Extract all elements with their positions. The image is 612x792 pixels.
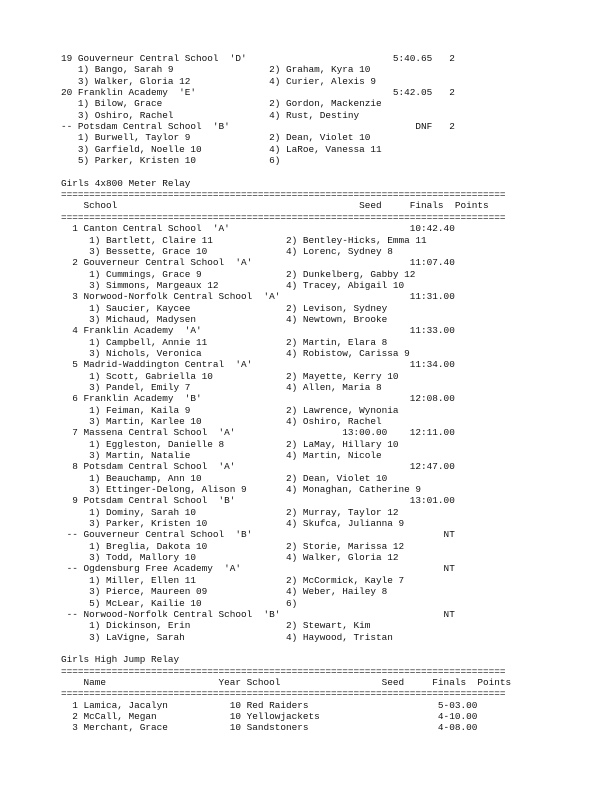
text-line: 1) Scott, Gabriella 10 2) Mayette, Kerry 10 bbox=[61, 370, 399, 382]
text-line: 3) Michaud, Madysen 4) Newtown, Brooke bbox=[61, 313, 388, 325]
text-line: Girls High Jump Relay bbox=[61, 654, 180, 666]
text-line: 4 Franklin Academy 'A' 11:33.00 bbox=[61, 325, 455, 337]
text-line: 1) Miller, Ellen 11 2) McCormick, Kayle 7 bbox=[61, 574, 405, 586]
results-text bbox=[61, 53, 546, 734]
text-line bbox=[61, 166, 546, 177]
text-line: 1) Saucier, Kaycee 2) Levison, Sydney bbox=[61, 302, 388, 314]
text-line: 3) Oshiro, Rachel 4) Rust, Destiny bbox=[61, 109, 360, 121]
text-line: 1) Feiman, Kaila 9 2) Lawrence, Wynonia bbox=[61, 404, 399, 416]
text-line: =============================================================================== bbox=[61, 189, 506, 201]
text-line: 1) Dickinson, Erin 2) Stewart, Kim bbox=[61, 620, 371, 632]
text-line: 5) McLear, Kailie 10 6) bbox=[61, 597, 298, 609]
text-line: =============================================================================== bbox=[61, 688, 506, 700]
text-line: -- Gouverneur Central School 'B' NT bbox=[61, 529, 455, 541]
text-line: -- Ogdensburg Free Academy 'A' NT bbox=[61, 563, 455, 575]
text-line: 5 Madrid-Waddington Central 'A' 11:34.00 bbox=[61, 359, 455, 371]
text-line: 5) Parker, Kristen 10 6) bbox=[61, 155, 281, 167]
text-line: 1) Bilow, Grace 2) Gordon, Mackenzie bbox=[61, 98, 382, 110]
text-line: 1) Breglia, Dakota 10 2) Storie, Marissa 12 bbox=[61, 540, 405, 552]
text-line bbox=[61, 643, 546, 654]
text-line: 3) Martin, Natalie 4) Martin, Nicole bbox=[61, 450, 382, 462]
text-line: 3) Pierce, Maureen 09 4) Weber, Hailey 8 bbox=[61, 586, 388, 598]
text-line: 3) Martin, Karlee 10 4) Oshiro, Rachel bbox=[61, 416, 382, 427]
text-line: 1) Beauchamp, Ann 10 2) Dean, Violet 10 bbox=[61, 472, 388, 484]
text-line: 2 Gouverneur Central School 'A' 11:07.40 bbox=[61, 257, 455, 269]
text-line: 3) Garfield, Noelle 10 4) LaRoe, Vanessa 11 bbox=[61, 143, 382, 155]
text-line: 19 Gouverneur Central School 'D' 5:40.65 2 bbox=[61, 53, 455, 64]
text-line: 1) Campbell, Annie 11 2) Martin, Elara 8 bbox=[61, 336, 388, 348]
text-line: 1) Bango, Sarah 9 2) Graham, Kyra 10 bbox=[61, 64, 371, 76]
text-line: 1) Eggleston, Danielle 8 2) LaMay, Hillary 10 bbox=[61, 438, 399, 450]
text-line: 3) Ettinger-Delong, Alison 9 4) Monaghan, Catherine 9 bbox=[61, 484, 422, 496]
text-line: 3 Merchant, Grace 10 Sandstoners 4-08.00 bbox=[61, 722, 478, 734]
text-line: -- Potsdam Central School 'B' DNF 2 bbox=[61, 121, 455, 133]
text-line: 1 Lamica, Jacalyn 10 Red Raiders 5-03.00 bbox=[61, 699, 478, 711]
text-line: 3) Simmons, Margeaux 12 4) Tracey, Abigail 10 bbox=[61, 279, 405, 291]
text-line: Girls 4x800 Meter Relay bbox=[61, 177, 191, 189]
text-line: =============================================================================== bbox=[61, 665, 506, 677]
text-line: 3) Todd, Mallory 10 4) Walker, Gloria 12 bbox=[61, 552, 399, 564]
text-line: 1) Bartlett, Claire 11 2) Bentley-Hicks, Emma 11 bbox=[61, 234, 427, 246]
text-line: 1) Cummings, Grace 9 2) Dunkelberg, Gabby 12 bbox=[61, 268, 416, 280]
text-line: 9 Potsdam Central School 'B' 13:01.00 bbox=[61, 495, 455, 507]
text-line: 2 McCall, Megan 10 Yellowjackets 4-10.00 bbox=[61, 710, 478, 722]
text-line: 7 Massena Central School 'A' 13:00.00 12:11.00 bbox=[61, 427, 455, 439]
text-line: 8 Potsdam Central School 'A' 12:47.00 bbox=[61, 461, 455, 473]
text-line: =============================================================================== bbox=[61, 211, 506, 223]
text-line: Name Year School Seed Finals Points bbox=[61, 676, 512, 688]
text-line: 1 Canton Central School 'A' 10:42.40 bbox=[61, 223, 455, 235]
text-line: 3) Pandel, Emily 7 4) Allen, Maria 8 bbox=[61, 381, 382, 393]
text-line: -- Norwood-Norfolk Central School 'B' NT bbox=[61, 608, 455, 620]
text-line: 3) Bessette, Grace 10 4) Lorenc, Sydney 8 bbox=[61, 245, 393, 257]
text-line: School Seed Finals Points bbox=[61, 200, 489, 212]
text-line: 3) Nichols, Veronica 4) Robistow, Carissa 9 bbox=[61, 347, 410, 359]
text-line: 3 Norwood-Norfolk Central School 'A' 11:31.00 bbox=[61, 291, 455, 303]
text-line: 20 Franklin Academy 'E' 5:42.05 2 bbox=[61, 87, 455, 99]
text-line: 6 Franklin Academy 'B' 12:08.00 bbox=[61, 393, 455, 405]
text-line: 3) LaVigne, Sarah 4) Haywood, Tristan bbox=[61, 631, 393, 643]
text-line: 3) Walker, Gloria 12 4) Curier, Alexis 9 bbox=[61, 75, 377, 87]
text-line: 1) Burwell, Taylor 9 2) Dean, Violet 10 bbox=[61, 132, 371, 144]
text-line: 3) Parker, Kristen 10 4) Skufca, Julianna 9 bbox=[61, 518, 405, 530]
text-line: 1) Dominy, Sarah 10 2) Murray, Taylor 12 bbox=[61, 506, 399, 518]
